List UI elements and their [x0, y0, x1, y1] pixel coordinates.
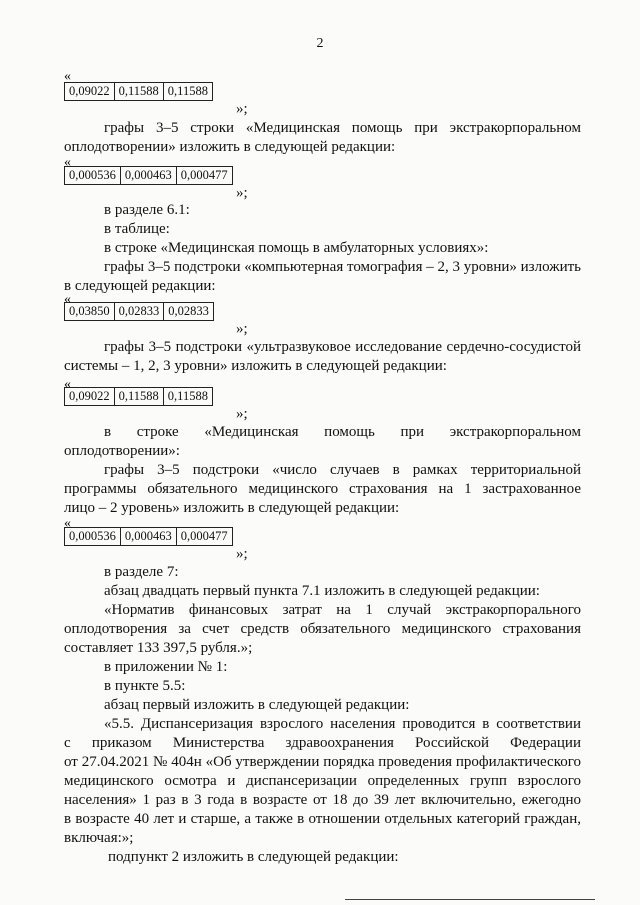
paragraph-line: в строке «Медицинская помощь при экстракорпоральном	[104, 424, 581, 440]
paragraph-line: составляет 133 397,5 рубля.»;	[64, 640, 253, 656]
paragraph-line: от 27.04.2021 № 404н «Об утверждении порядка проведения профилактического	[64, 754, 581, 770]
open-quote: «	[64, 516, 71, 531]
paragraph-line: графы 3–5 подстроки «компьютерная томография – 2, 3 уровни» изложить	[104, 259, 581, 275]
table-cell: 0,000477	[180, 168, 228, 182]
paragraph-line: графы 3–5 подстроки «ультразвуковое исследование сердечно-сосудистой	[104, 339, 581, 355]
paragraph-line: оплодотворения за счет средств обязательного медицинского страхования	[64, 621, 581, 637]
paragraph-line: населения» 1 раз в 3 года в возрасте от 18 до 39 лет включительно, ежегодно	[64, 792, 581, 808]
table-cell: 0,000463	[121, 528, 177, 545]
paragraph-line: в таблице:	[104, 221, 170, 237]
table-cell: 0,02833	[168, 304, 209, 318]
paragraph-line: с приказом Министерства здравоохранения Российской Федерации	[64, 735, 581, 751]
table-cell: 0,09022	[65, 83, 115, 100]
paragraph-line: программы обязательного медицинского страхования на 1 застрахованное	[64, 481, 581, 497]
paragraph-line: в пункте 5.5:	[104, 678, 186, 694]
value-table-1	[64, 82, 213, 101]
table-cell: 0,02833	[115, 303, 165, 320]
paragraph-line: в строке «Медицинская помощь в амбулаторных условиях»:	[104, 240, 489, 256]
paragraph-line: включая:»;	[64, 830, 134, 846]
paragraph-line: графы 3–5 подстроки «число случаев в рамках территориальной	[104, 462, 581, 478]
open-quote: «	[64, 155, 71, 170]
paragraph-line: подпункт 2 изложить в следующей редакции:	[108, 849, 399, 865]
close-quote: »;	[236, 546, 248, 562]
table-cell: 0,000536	[65, 528, 121, 545]
open-quote: «	[64, 69, 71, 84]
paragraph-line: в возрасте 40 лет и старше, а также в отношении отдельных категорий граждан,	[64, 811, 581, 827]
open-quote: «	[64, 377, 71, 392]
paragraph-line: абзац первый изложить в следующей редакции:	[104, 697, 410, 713]
paragraph-line: системы – 1, 2, 3 уровни» изложить в следующей редакции:	[64, 358, 447, 374]
table-cell: 0,11588	[115, 388, 164, 405]
paragraph-line: оплодотворении»:	[64, 443, 180, 459]
paragraph-line: «5.5. Диспансеризация взрослого населения проводится в соответствии	[104, 716, 581, 732]
table-cell: 0,000477	[180, 529, 228, 543]
close-quote: »;	[236, 406, 248, 422]
table-cell: 0,09022	[65, 388, 115, 405]
value-table-5	[64, 527, 233, 546]
paragraph-line: оплодотворении» изложить в следующей редакции:	[64, 139, 396, 155]
value-table-3	[64, 302, 214, 321]
table-cell: 0,000536	[65, 167, 121, 184]
scan-edge-line	[345, 899, 595, 900]
close-quote: »;	[236, 101, 248, 117]
paragraph-line: медицинского осмотра и диспансеризации определенных групп взрослого	[64, 773, 581, 789]
value-table-2	[64, 166, 233, 185]
page-number: 2	[316, 36, 324, 51]
table-cell: 0,03850	[65, 303, 115, 320]
table-cell: 0,11588	[167, 389, 208, 403]
value-table-4	[64, 387, 213, 406]
paragraph-line: в разделе 6.1:	[104, 202, 190, 218]
paragraph-line: в приложении № 1:	[104, 659, 228, 675]
paragraph-line: в разделе 7:	[104, 564, 179, 580]
table-cell: 0,11588	[167, 84, 208, 98]
table-cell: 0,000463	[121, 167, 177, 184]
paragraph-line: в следующей редакции:	[64, 278, 216, 294]
open-quote: «	[64, 292, 71, 307]
paragraph-line: лицо – 2 уровень» изложить в следующей редакции:	[64, 500, 400, 516]
paragraph-line: «Норматив финансовых затрат на 1 случай экстракорпорального	[104, 602, 581, 618]
table-cell: 0,11588	[115, 83, 164, 100]
close-quote: »;	[236, 321, 248, 337]
paragraph-line: графы 3–5 строки «Медицинская помощь при экстракорпоральном	[104, 120, 581, 136]
close-quote: »;	[236, 185, 248, 201]
paragraph-line: абзац двадцать первый пункта 7.1 изложить в следующей редакции:	[104, 583, 540, 599]
